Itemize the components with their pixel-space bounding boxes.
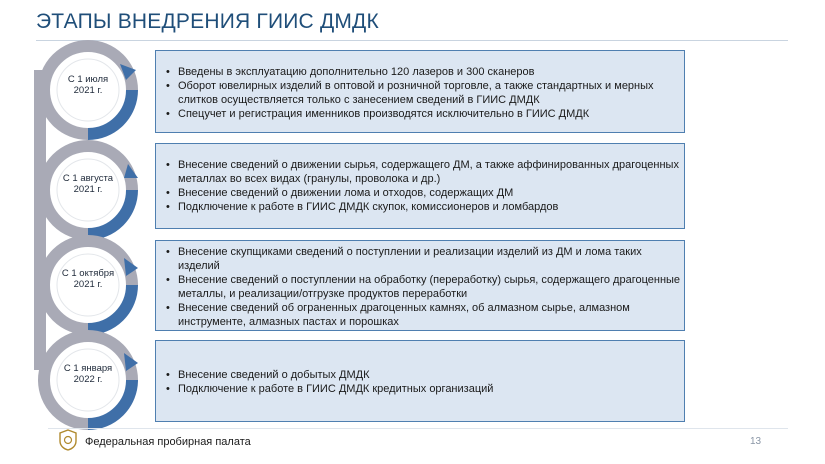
stage-3-bullet: • Внесение скупщиками сведений о поступлении и реализации изделий из ДМ и лома таких изделий — [156, 245, 684, 273]
stage-4-bullet: • Подключение к работе в ГИИС ДМДК кредитных организаций — [156, 382, 684, 396]
stage-3-bullet: • Внесение сведений о поступлении на обработку (переработку) сырья, содержащего драгоценные металлы, и реализации/отгрузке продуктов переработки — [156, 273, 684, 301]
stage-1-bullet: • Оборот ювелирных изделий в оптовой и розничной торговле, а также стандартных и мерных слитков осуществляется только с занесением сведений в ГИИС ДМДК — [156, 79, 684, 107]
stage-1-bullet: • Спецучет и регистрация именников производятся исключительно в ГИИС ДМДК — [156, 107, 684, 121]
stage-2-bullet: • Внесение сведений о движении лома и отходов, содержащих ДМ — [156, 186, 684, 200]
stage-4-list — [156, 368, 684, 396]
stage-4-box — [155, 340, 685, 422]
stage-1-box — [155, 50, 685, 133]
stage-1-bullet: • Введены в эксплуатацию дополнительно 120 лазеров и 300 сканеров — [156, 65, 684, 79]
stage-1-date: С 1 июля 2021 г. — [67, 74, 109, 96]
stage-3-box — [155, 240, 685, 331]
stage-3-bullet: • Внесение сведений об ограненных драгоценных камнях, об алмазном сырье, алмазном инструменте, алмазных пастах и порошках — [156, 301, 684, 329]
stage-3-date: С 1 октября 2021 г. — [61, 268, 115, 290]
page-number: 13 — [750, 436, 762, 447]
emblem-icon — [58, 429, 78, 451]
stage-2-box — [155, 143, 685, 229]
stage-2-bullet: • Внесение сведений о движении сырья, содержащего ДМ, а также аффинированных драгоценных металлах во всех видах (гранулы, проволока и др.) — [156, 158, 684, 186]
stage-2-bullet: • Подключение к работе в ГИИС ДМДК скупок, комиссионеров и ломбардов — [156, 200, 684, 214]
stage-4-date: С 1 января 2022 г. — [63, 363, 113, 385]
stage-connector — [34, 70, 46, 370]
page-title: ЭТАПЫ ВНЕДРЕНИЯ ГИИС ДМДК — [36, 10, 379, 33]
stage-1-list — [156, 65, 684, 121]
stage-4-bullet: • Внесение сведений о добытых ДМДК — [156, 368, 684, 382]
footer-organization: Федеральная пробирная палата — [85, 436, 251, 448]
stage-2-list — [156, 158, 684, 214]
stage-3-list — [156, 245, 684, 329]
stage-2-date: С 1 августа 2021 г. — [62, 173, 114, 195]
footer-divider — [48, 428, 788, 429]
